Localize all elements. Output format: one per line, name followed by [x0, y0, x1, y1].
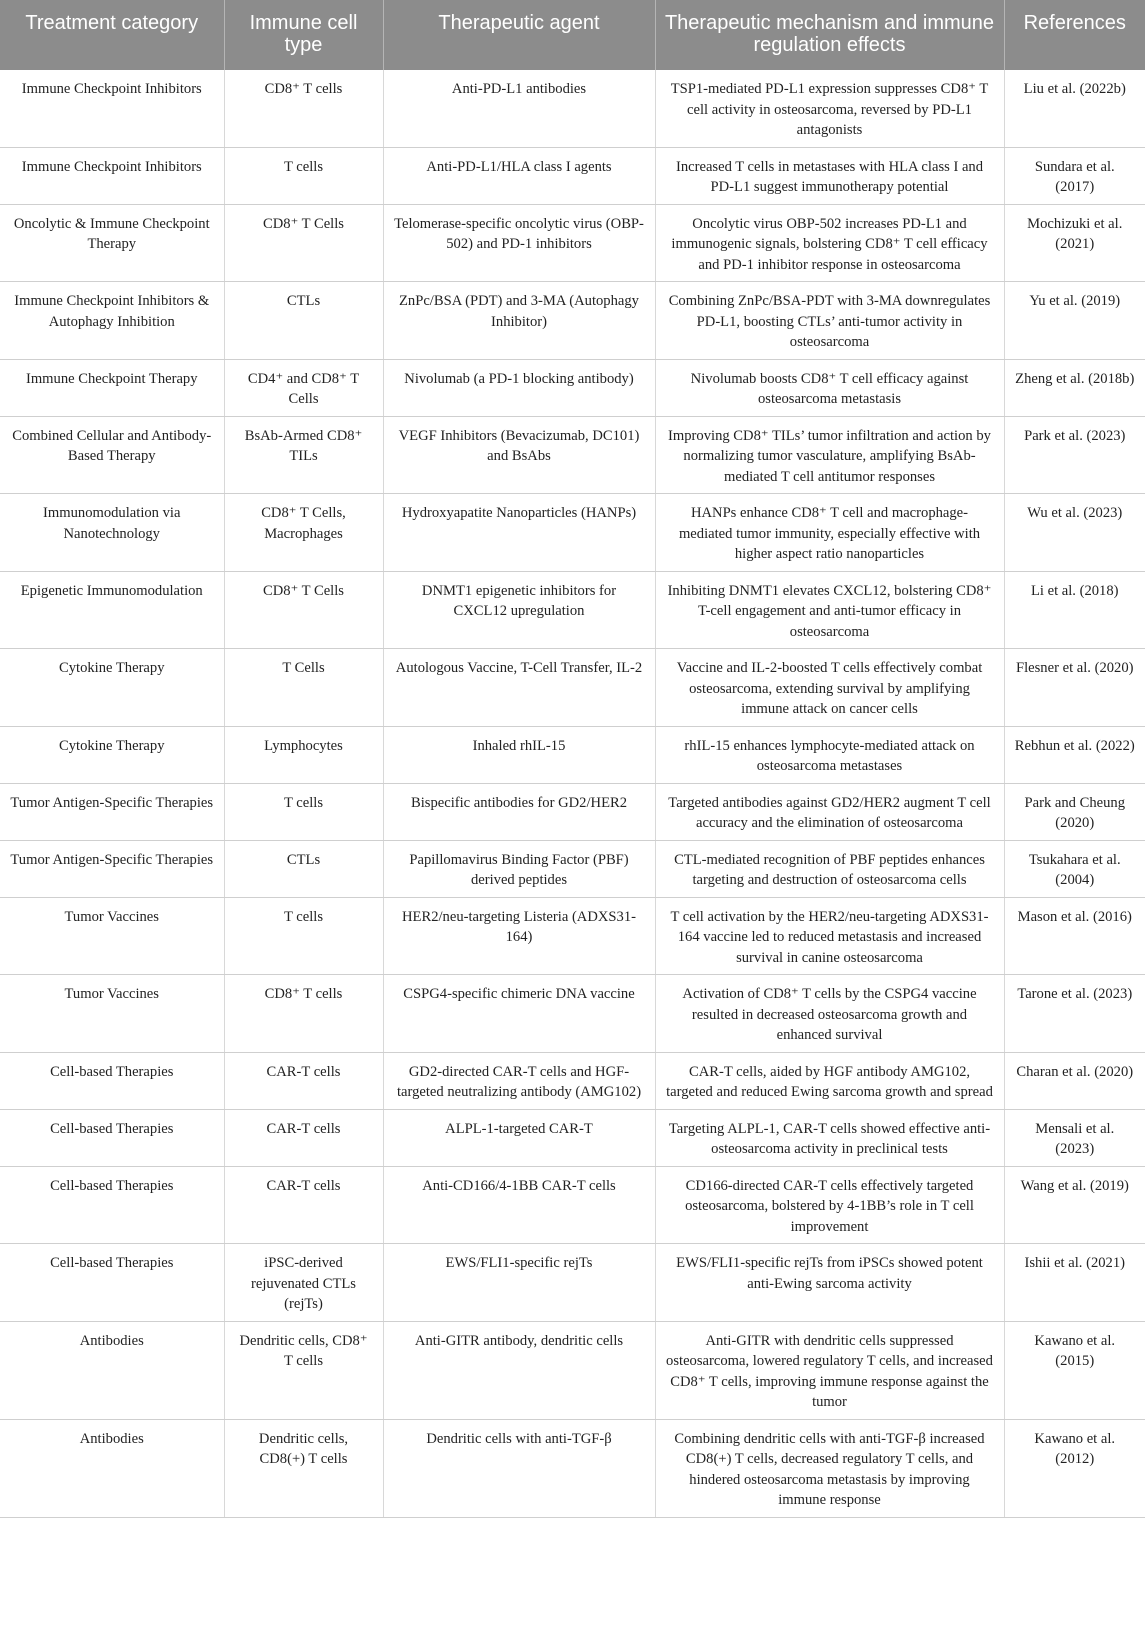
cell-therapeutic-agent: Inhaled rhIL-15: [383, 726, 655, 783]
cell-therapeutic-agent: Papillomavirus Binding Factor (PBF) derived peptides: [383, 840, 655, 897]
table-row: [0, 571, 1145, 649]
cell-mechanism: T cell activation by the HER2/neu-targeting ADXS31-164 vaccine led to reduced metastasis and increased survival in canine osteosarcoma: [655, 897, 1004, 975]
cell-reference: Kawano et al. (2015): [1004, 1321, 1145, 1419]
table-row: [0, 1244, 1145, 1322]
cell-treatment-category: Cytokine Therapy: [0, 726, 224, 783]
cell-therapeutic-agent: Dendritic cells with anti-TGF-β: [383, 1419, 655, 1517]
cell-therapeutic-agent: Anti-PD-L1 antibodies: [383, 70, 655, 147]
cell-treatment-category: Immune Checkpoint Inhibitors & Autophagy Inhibition: [0, 282, 224, 360]
cell-reference: Zheng et al. (2018b): [1004, 359, 1145, 416]
cell-reference: Mochizuki et al. (2021): [1004, 204, 1145, 282]
cell-mechanism: Nivolumab boosts CD8⁺ T cell efficacy against osteosarcoma metastasis: [655, 359, 1004, 416]
cell-therapeutic-agent: Hydroxyapatite Nanoparticles (HANPs): [383, 494, 655, 572]
cell-treatment-category: Cell-based Therapies: [0, 1109, 224, 1166]
table-header: [0, 0, 1145, 70]
cell-immune-cell-type: CD8⁺ T Cells, Macrophages: [224, 494, 383, 572]
cell-immune-cell-type: T cells: [224, 783, 383, 840]
cell-therapeutic-agent: EWS/FLI1-specific rejTs: [383, 1244, 655, 1322]
table-row: [0, 1166, 1145, 1244]
table-body: [0, 70, 1145, 1517]
cell-treatment-category: Immune Checkpoint Inhibitors: [0, 70, 224, 147]
header-references: References: [1004, 0, 1145, 70]
table-row: [0, 147, 1145, 204]
cell-treatment-category: Cytokine Therapy: [0, 649, 224, 727]
cell-therapeutic-agent: ALPL-1-targeted CAR-T: [383, 1109, 655, 1166]
cell-mechanism: Targeted antibodies against GD2/HER2 augment T cell accuracy and the elimination of osteosarcoma: [655, 783, 1004, 840]
cell-mechanism: Combining ZnPc/BSA-PDT with 3-MA downregulates PD-L1, boosting CTLs’ anti-tumor activity in osteosarcoma: [655, 282, 1004, 360]
cell-immune-cell-type: T cells: [224, 147, 383, 204]
cell-reference: Kawano et al. (2012): [1004, 1419, 1145, 1517]
cell-immune-cell-type: CD8⁺ T Cells: [224, 204, 383, 282]
cell-treatment-category: Immune Checkpoint Therapy: [0, 359, 224, 416]
table-row: [0, 783, 1145, 840]
cell-therapeutic-agent: Telomerase-specific oncolytic virus (OBP-502) and PD-1 inhibitors: [383, 204, 655, 282]
cell-therapeutic-agent: VEGF Inhibitors (Bevacizumab, DC101) and BsAbs: [383, 416, 655, 494]
cell-mechanism: Vaccine and IL-2-boosted T cells effectively combat osteosarcoma, extending survival by amplifying immune attack on cancer cells: [655, 649, 1004, 727]
cell-therapeutic-agent: Bispecific antibodies for GD2/HER2: [383, 783, 655, 840]
cell-reference: Ishii et al. (2021): [1004, 1244, 1145, 1322]
cell-reference: Park and Cheung (2020): [1004, 783, 1145, 840]
table-row: [0, 1419, 1145, 1517]
cell-immune-cell-type: Lymphocytes: [224, 726, 383, 783]
cell-mechanism: CD166-directed CAR-T cells effectively targeted osteosarcoma, bolstered by 4-1BB’s role in T cell improvement: [655, 1166, 1004, 1244]
cell-reference: Tsukahara et al. (2004): [1004, 840, 1145, 897]
cell-immune-cell-type: T cells: [224, 897, 383, 975]
cell-treatment-category: Tumor Vaccines: [0, 897, 224, 975]
cell-mechanism: HANPs enhance CD8⁺ T cell and macrophage-mediated tumor immunity, especially effective with higher aspect ratio nanoparticles: [655, 494, 1004, 572]
table-row: [0, 1321, 1145, 1419]
cell-reference: Yu et al. (2019): [1004, 282, 1145, 360]
cell-mechanism: Targeting ALPL-1, CAR-T cells showed effective anti-osteosarcoma activity in preclinical tests: [655, 1109, 1004, 1166]
cell-reference: Mason et al. (2016): [1004, 897, 1145, 975]
cell-treatment-category: Antibodies: [0, 1321, 224, 1419]
cell-therapeutic-agent: GD2-directed CAR-T cells and HGF-targeted neutralizing antibody (AMG102): [383, 1052, 655, 1109]
cell-treatment-category: Cell-based Therapies: [0, 1166, 224, 1244]
cell-treatment-category: Oncolytic & Immune Checkpoint Therapy: [0, 204, 224, 282]
cell-mechanism: Combining dendritic cells with anti-TGF-β increased CD8(+) T cells, decreased regulatory T cells, and hindered osteosarcoma metastasis by improving immune response: [655, 1419, 1004, 1517]
cell-reference: Tarone et al. (2023): [1004, 975, 1145, 1053]
cell-mechanism: Increased T cells in metastases with HLA class I and PD-L1 suggest immunotherapy potential: [655, 147, 1004, 204]
cell-treatment-category: Combined Cellular and Antibody-Based Therapy: [0, 416, 224, 494]
cell-reference: Park et al. (2023): [1004, 416, 1145, 494]
cell-treatment-category: Cell-based Therapies: [0, 1244, 224, 1322]
table-row: [0, 282, 1145, 360]
cell-treatment-category: Tumor Vaccines: [0, 975, 224, 1053]
table-row: [0, 359, 1145, 416]
cell-reference: Sundara et al. (2017): [1004, 147, 1145, 204]
cell-therapeutic-agent: ZnPc/BSA (PDT) and 3-MA (Autophagy Inhibitor): [383, 282, 655, 360]
table-row: [0, 416, 1145, 494]
cell-mechanism: rhIL-15 enhances lymphocyte-mediated attack on osteosarcoma metastases: [655, 726, 1004, 783]
table-row: [0, 840, 1145, 897]
cell-immune-cell-type: CD8⁺ T Cells: [224, 571, 383, 649]
cell-treatment-category: Cell-based Therapies: [0, 1052, 224, 1109]
cell-reference: Wang et al. (2019): [1004, 1166, 1145, 1244]
cell-mechanism: Anti-GITR with dendritic cells suppressed osteosarcoma, lowered regulatory T cells, and increased CD8⁺ T cells, improving immune response against the tumor: [655, 1321, 1004, 1419]
cell-immune-cell-type: CTLs: [224, 282, 383, 360]
table-row: [0, 726, 1145, 783]
table-row: [0, 897, 1145, 975]
table-row: [0, 649, 1145, 727]
cell-immune-cell-type: CD8⁺ T cells: [224, 70, 383, 147]
cell-immune-cell-type: CAR-T cells: [224, 1109, 383, 1166]
cell-reference: Rebhun et al. (2022): [1004, 726, 1145, 783]
cell-treatment-category: Tumor Antigen-Specific Therapies: [0, 840, 224, 897]
header-immune-cell-type: Immune cell type: [224, 0, 383, 70]
table-row: [0, 1052, 1145, 1109]
cell-mechanism: Oncolytic virus OBP-502 increases PD-L1 and immunogenic signals, bolstering CD8⁺ T cell efficacy and PD-1 inhibitor response in osteosarcoma: [655, 204, 1004, 282]
cell-immune-cell-type: CD4⁺ and CD8⁺ T Cells: [224, 359, 383, 416]
cell-mechanism: CAR-T cells, aided by HGF antibody AMG102, targeted and reduced Ewing sarcoma growth and spread: [655, 1052, 1004, 1109]
cell-reference: Flesner et al. (2020): [1004, 649, 1145, 727]
cell-immune-cell-type: Dendritic cells, CD8⁺ T cells: [224, 1321, 383, 1419]
cell-therapeutic-agent: CSPG4-specific chimeric DNA vaccine: [383, 975, 655, 1053]
cell-reference: Mensali et al. (2023): [1004, 1109, 1145, 1166]
cell-mechanism: Improving CD8⁺ TILs’ tumor infiltration and action by normalizing tumor vasculature, amplifying BsAb-mediated T cell antitumor responses: [655, 416, 1004, 494]
header-row: [0, 0, 1145, 70]
cell-treatment-category: Immune Checkpoint Inhibitors: [0, 147, 224, 204]
cell-therapeutic-agent: HER2/neu-targeting Listeria (ADXS31-164): [383, 897, 655, 975]
table-row: [0, 975, 1145, 1053]
cell-treatment-category: Tumor Antigen-Specific Therapies: [0, 783, 224, 840]
header-treatment-category: Treatment category: [0, 0, 224, 70]
cell-treatment-category: Immunomodulation via Nanotechnology: [0, 494, 224, 572]
cell-mechanism: Activation of CD8⁺ T cells by the CSPG4 vaccine resulted in decreased osteosarcoma growth and enhanced survival: [655, 975, 1004, 1053]
cell-immune-cell-type: iPSC-derived rejuvenated CTLs (rejTs): [224, 1244, 383, 1322]
cell-immune-cell-type: CAR-T cells: [224, 1052, 383, 1109]
cell-mechanism: EWS/FLI1-specific rejTs from iPSCs showed potent anti-Ewing sarcoma activity: [655, 1244, 1004, 1322]
cell-reference: Wu et al. (2023): [1004, 494, 1145, 572]
cell-immune-cell-type: CD8⁺ T cells: [224, 975, 383, 1053]
cell-therapeutic-agent: Anti-PD-L1/HLA class I agents: [383, 147, 655, 204]
table-row: [0, 1109, 1145, 1166]
cell-reference: Li et al. (2018): [1004, 571, 1145, 649]
cell-immune-cell-type: BsAb-Armed CD8⁺ TILs: [224, 416, 383, 494]
cell-immune-cell-type: CTLs: [224, 840, 383, 897]
cell-therapeutic-agent: Autologous Vaccine, T-Cell Transfer, IL-2: [383, 649, 655, 727]
cell-mechanism: TSP1-mediated PD-L1 expression suppresses CD8⁺ T cell activity in osteosarcoma, reversed by PD-L1 antagonists: [655, 70, 1004, 147]
cell-immune-cell-type: CAR-T cells: [224, 1166, 383, 1244]
cell-mechanism: Inhibiting DNMT1 elevates CXCL12, bolstering CD8⁺ T-cell engagement and anti-tumor efficacy in osteosarcoma: [655, 571, 1004, 649]
header-therapeutic-agent: Therapeutic agent: [383, 0, 655, 70]
cell-therapeutic-agent: Anti-GITR antibody, dendritic cells: [383, 1321, 655, 1419]
cell-reference: Charan et al. (2020): [1004, 1052, 1145, 1109]
table-row: [0, 204, 1145, 282]
cell-therapeutic-agent: Anti-CD166/4-1BB CAR-T cells: [383, 1166, 655, 1244]
cell-therapeutic-agent: Nivolumab (a PD-1 blocking antibody): [383, 359, 655, 416]
cell-reference: Liu et al. (2022b): [1004, 70, 1145, 147]
table-row: [0, 70, 1145, 147]
table-row: [0, 494, 1145, 572]
cell-therapeutic-agent: DNMT1 epigenetic inhibitors for CXCL12 upregulation: [383, 571, 655, 649]
cell-treatment-category: Epigenetic Immunomodulation: [0, 571, 224, 649]
cell-treatment-category: Antibodies: [0, 1419, 224, 1517]
header-mechanism: Therapeutic mechanism and immune regulation effects: [655, 0, 1004, 70]
cell-immune-cell-type: Dendritic cells, CD8(+) T cells: [224, 1419, 383, 1517]
cell-immune-cell-type: T Cells: [224, 649, 383, 727]
cell-mechanism: CTL-mediated recognition of PBF peptides enhances targeting and destruction of osteosarcoma cells: [655, 840, 1004, 897]
